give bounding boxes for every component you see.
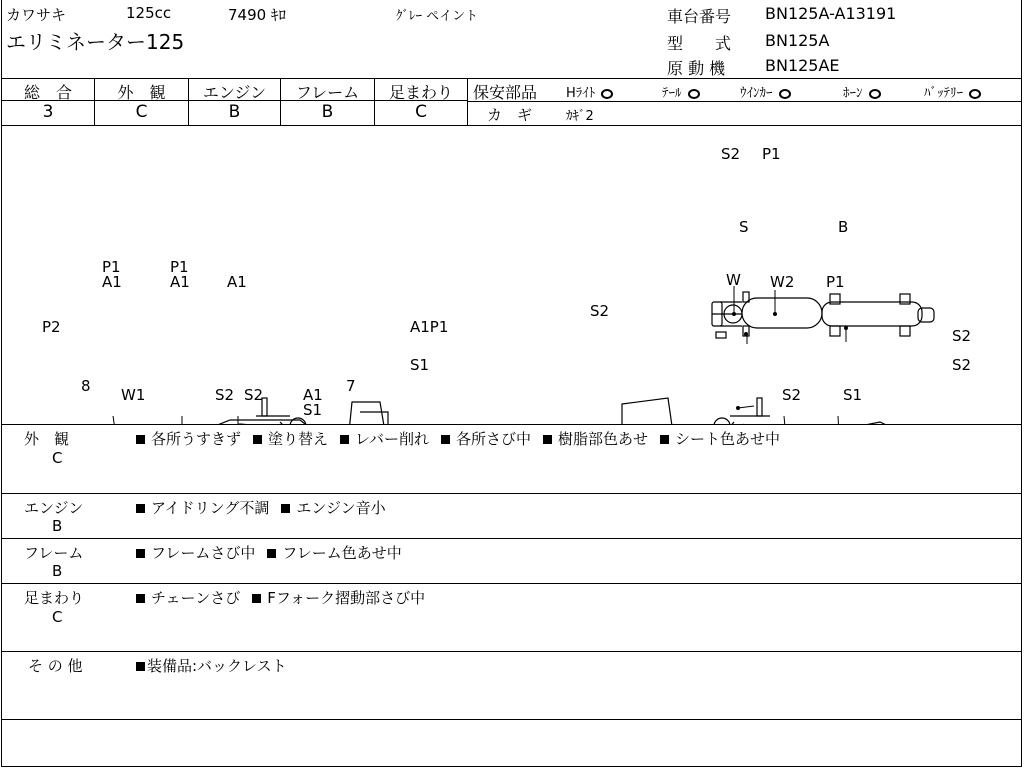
diagram-label: P1 xyxy=(762,145,781,163)
diagram-label: W1 xyxy=(121,386,146,404)
bullet-icon xyxy=(136,435,145,444)
remark-item: 各所うすきず xyxy=(136,430,241,448)
remark-item: レバー削れ xyxy=(340,430,429,448)
ok-mark-icon xyxy=(869,89,881,99)
grade-header-engine: エンジン xyxy=(202,83,267,102)
bullet-icon xyxy=(253,435,262,444)
diagram-label: A1 xyxy=(227,273,247,291)
mileage: 7490 ｷﾛ xyxy=(228,6,286,24)
diagram-label: P1 xyxy=(102,258,121,276)
remark-item: 塗り替え xyxy=(253,430,328,448)
safety-item-horn: ﾎｰﾝ xyxy=(843,82,881,101)
remark-item: エンジン音小 xyxy=(281,499,385,517)
grade-header-frame: フレーム xyxy=(295,83,360,102)
safety-label: 保安部品 xyxy=(473,83,538,102)
diagram-label: A1 xyxy=(170,273,190,291)
diagram-label: S2 xyxy=(590,302,610,320)
diagram-label: S2 xyxy=(952,327,972,345)
bullet-icon xyxy=(136,662,145,671)
type-value: BN125A xyxy=(765,31,830,50)
model-name: エリミネーター125 xyxy=(6,30,185,54)
diagram-label: P1 xyxy=(170,258,189,276)
diagram-label: S2 xyxy=(721,145,741,163)
remark-item: チェーンさび xyxy=(136,589,240,607)
remark-item: シート色あせ中 xyxy=(660,430,780,448)
grade-overall: 3 xyxy=(42,102,54,122)
color: ｸﾞﾚｰ ペイント xyxy=(396,9,479,24)
frame-no: BN125A-A13191 xyxy=(765,4,897,23)
bullet-icon xyxy=(252,594,261,603)
remark-label-suspension: 足まわり xyxy=(24,589,85,607)
safety-item-winker: ｳｲﾝｶｰ xyxy=(740,82,791,101)
diagram-label: S2 xyxy=(952,356,972,374)
bullet-icon xyxy=(340,435,349,444)
maker: カワサキ xyxy=(6,6,67,24)
remark-item: 各所さび中 xyxy=(441,430,531,448)
remark-label-other: そ の 他 xyxy=(28,657,83,675)
bullet-icon xyxy=(267,549,276,558)
grade-suspension: C xyxy=(415,102,427,122)
remark-item: フレームさび中 xyxy=(136,544,255,562)
diagram-label: S2 xyxy=(782,386,802,404)
diagram-label: S1 xyxy=(303,401,323,419)
diagram-label: A1P1 xyxy=(410,318,449,336)
diagram-label: 7 xyxy=(346,377,356,395)
remark-item: 樹脂部色あせ xyxy=(543,430,648,448)
ok-mark-icon xyxy=(688,89,700,99)
ok-mark-icon xyxy=(601,89,613,99)
displacement: 125cc xyxy=(126,4,172,22)
remark-item: Fフォーク摺動部さび中 xyxy=(252,589,425,607)
remark-items-exterior xyxy=(136,428,792,449)
diagram-label: W2 xyxy=(770,273,795,291)
safety-item-headlight: Hﾗｲﾄ xyxy=(566,82,613,101)
bullet-icon xyxy=(136,594,145,603)
remark-grade-suspension: C xyxy=(52,608,63,626)
remark-item: アイドリング不調 xyxy=(136,499,269,517)
top-view-bike-icon xyxy=(712,292,934,338)
remark-items-other xyxy=(136,655,299,676)
safety-item-tail: ﾃｰﾙ xyxy=(662,82,700,101)
grade-header-suspension: 足まわり xyxy=(388,83,453,102)
diagram-label: W xyxy=(726,271,741,289)
diagram-label: A1 xyxy=(303,386,323,404)
right-side-bike-icon xyxy=(622,398,935,424)
remark-item: フレーム色あせ中 xyxy=(267,544,401,562)
frame-no-label: 車台番号 xyxy=(667,7,732,26)
ok-mark-icon xyxy=(779,89,791,99)
remark-grade-exterior: C xyxy=(52,449,63,467)
ok-mark-icon xyxy=(969,89,981,99)
diagram-label: S xyxy=(739,218,749,236)
damage-diagram xyxy=(0,126,1024,424)
engine-label: 原 動 機 xyxy=(667,59,726,78)
key-label: カ ギ xyxy=(487,106,533,124)
grade-header-overall: 総 合 xyxy=(23,83,72,102)
bullet-icon xyxy=(543,435,552,444)
diagram-label: S2 xyxy=(244,386,264,404)
remark-grade-engine: B xyxy=(52,517,63,535)
diagram-label: S1 xyxy=(843,386,863,404)
diagram-label: P1 xyxy=(826,273,845,291)
engine-value: BN125AE xyxy=(765,56,840,75)
grade-engine: B xyxy=(228,102,241,122)
remark-grade-frame: B xyxy=(52,562,63,580)
diagram-label: A1 xyxy=(102,273,122,291)
remark-items-suspension xyxy=(136,587,437,608)
safety-item-battery: ﾊﾞｯﾃﾘｰ xyxy=(924,82,981,101)
diagram-label: S1 xyxy=(410,356,430,374)
bullet-icon xyxy=(136,549,145,558)
remark-label-frame: フレーム xyxy=(24,544,84,562)
grade-frame: B xyxy=(321,102,334,122)
bullet-icon xyxy=(136,504,145,513)
key-value: ｶｷﾞ2 xyxy=(566,109,594,124)
diagram-label: B xyxy=(838,218,849,236)
remark-label-engine: エンジン xyxy=(24,499,84,517)
diagram-label: P2 xyxy=(42,318,61,336)
remark-items-frame xyxy=(136,542,414,563)
remark-label-exterior: 外 観 xyxy=(24,430,70,448)
bullet-icon xyxy=(281,504,290,513)
grade-header-exterior: 外 観 xyxy=(117,83,166,102)
diagram-label: 8 xyxy=(81,377,91,395)
remark-item: 装備品:バックレスト xyxy=(136,657,287,675)
bullet-icon xyxy=(660,435,669,444)
grade-exterior: C xyxy=(135,102,148,122)
bullet-icon xyxy=(441,435,450,444)
type-label: 型 式 xyxy=(667,34,732,53)
remark-items-engine xyxy=(136,497,398,518)
diagram-label: S2 xyxy=(215,386,235,404)
